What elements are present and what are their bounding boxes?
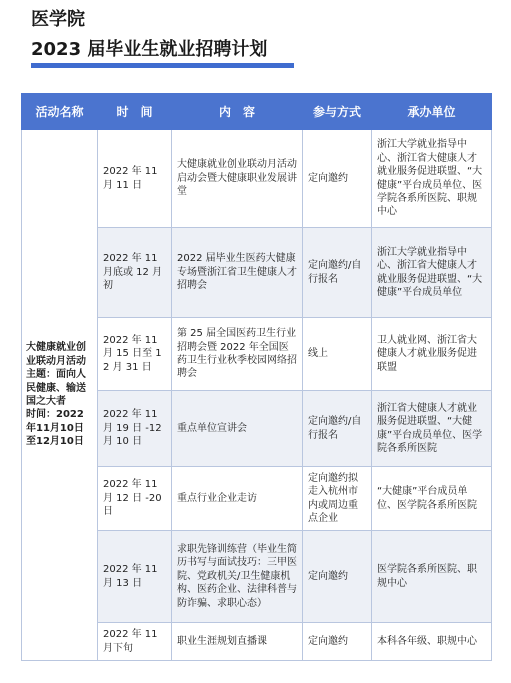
school-name: 医学院 bbox=[31, 9, 85, 30]
row-organizer: 浙江大学就业指导中心、浙江省大健康人才就业服务促进联盟、“大健康”平台成员单位、医学院各系所医院、职规中心 bbox=[372, 130, 492, 228]
row-content: 重点单位宣讲会 bbox=[172, 391, 303, 467]
row-organizer: 浙江省大健康人才就业服务促进联盟、“大健康”平台成员单位、医学院各系所医院 bbox=[372, 391, 492, 467]
col-header-organizer: 承办单位 bbox=[372, 94, 492, 130]
col-header-activity: 活动名称 bbox=[22, 94, 98, 130]
row-content: 大健康就业创业联动月活动启动会暨大健康职业发展讲堂 bbox=[172, 130, 303, 228]
row-mode: 定向邀约 bbox=[303, 531, 372, 623]
row-time: 2022 年 11 月下旬 bbox=[98, 623, 172, 661]
row-content: 2022 届毕业生医药大健康专场暨浙江省卫生健康人才招聘会 bbox=[172, 228, 303, 318]
plan-title: 2023 届毕业生就业招聘计划 bbox=[31, 39, 268, 60]
row-organizer: 卫人就业网、浙江省大健康人才就业服务促进联盟 bbox=[372, 318, 492, 391]
activity-name: 大健康就业创业联动月活动 bbox=[26, 342, 86, 367]
row-time: 2022 年 11 月 19 日 -12 月 10 日 bbox=[98, 391, 172, 467]
row-time: 2022 年 11 月 12 日 -20 日 bbox=[98, 467, 172, 531]
row-organizer: “大健康”平台成员单位、医学院各系所医院 bbox=[372, 467, 492, 531]
row-organizer: 浙江大学就业指导中心、浙江省大健康人才就业服务促进联盟、“大健康”平台成员单位 bbox=[372, 228, 492, 318]
row-time: 2022 年 11 月底或 12 月初 bbox=[98, 228, 172, 318]
row-content: 重点行业企业走访 bbox=[172, 467, 303, 531]
col-header-time: 时 间 bbox=[98, 94, 172, 130]
row-content: 求职先锋训练营（毕业生简历书写与面试技巧：三甲医院、党政机关/卫生健康机构、医药企业、法律科普与防诈骗、求职心态） bbox=[172, 531, 303, 623]
activity-cell bbox=[22, 130, 98, 661]
recruitment-plan-table bbox=[21, 93, 492, 661]
row-mode: 定向邀约/自行报名 bbox=[303, 391, 372, 467]
row-mode: 定向邀约 bbox=[303, 130, 372, 228]
activity-theme: 主题：面向人民健康、输送国之大者 bbox=[26, 369, 86, 407]
col-header-mode: 参与方式 bbox=[303, 94, 372, 130]
row-content: 职业生涯规划直播课 bbox=[172, 623, 303, 661]
row-time: 2022 年 11 月 11 日 bbox=[98, 130, 172, 228]
row-mode: 定向邀约 bbox=[303, 623, 372, 661]
row-mode: 定向邀约/自行报名 bbox=[303, 228, 372, 318]
col-header-content: 内 容 bbox=[172, 94, 303, 130]
page-header bbox=[31, 10, 267, 60]
title-underline bbox=[31, 63, 294, 68]
row-time: 2022 年 11 月 15 日至 12 月 31 日 bbox=[98, 318, 172, 391]
row-mode: 定向邀约拟走入杭州市内或周边重点企业 bbox=[303, 467, 372, 531]
row-organizer: 本科各年级、职规中心 bbox=[372, 623, 492, 661]
table-header-row bbox=[22, 94, 492, 130]
row-organizer: 医学院各系所医院、职规中心 bbox=[372, 531, 492, 623]
row-content: 第 25 届全国医药卫生行业招聘会暨 2022 年全国医药卫生行业秋季校园网络招聘会 bbox=[172, 318, 303, 391]
table-row bbox=[22, 130, 492, 228]
row-time: 2022 年 11 月 13 日 bbox=[98, 531, 172, 623]
activity-period: 时间：2022年11月10日至12月10日 bbox=[26, 409, 84, 448]
row-mode: 线上 bbox=[303, 318, 372, 391]
